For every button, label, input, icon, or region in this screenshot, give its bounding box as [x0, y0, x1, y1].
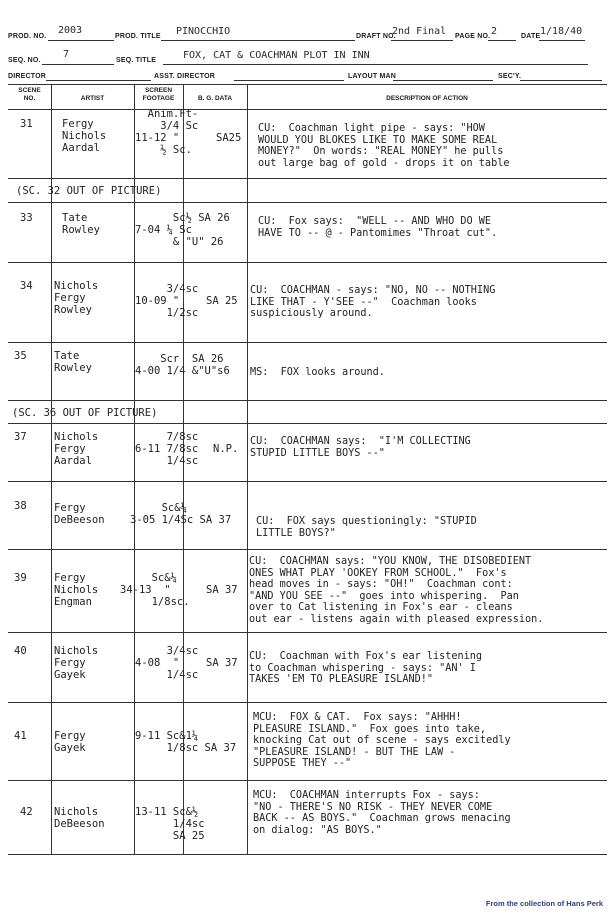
- artist-names: Tate Rowley: [62, 212, 100, 236]
- action-description: CU: COACHMAN says: "I'M COLLECTING STUPID LITTLE BOYS --": [250, 436, 471, 459]
- bg-data: SA25: [216, 132, 242, 144]
- col-scene-header: SCENE NO.: [18, 87, 41, 102]
- scene-number: 33: [20, 212, 33, 224]
- scene-number: 39: [14, 572, 27, 584]
- artist-names: Fergy Nichols Aardal: [62, 118, 107, 154]
- col-footage-header: SCREEN FOOTAGE: [142, 87, 175, 102]
- header-row-1: [8, 25, 607, 42]
- artist-names: Fergy DeBeeson: [54, 502, 105, 526]
- col-description-header: DESCRIPTION OF ACTION: [386, 95, 468, 102]
- action-description: CU: Coachman light pipe - says: "HOW WOULD YOU BLOKES LIKE TO MAKE SOME REAL MONEY?" On words: "REAL MONEY" he pulls out large bag of gold - drops it on table: [258, 123, 510, 169]
- artist-names: Nichols Fergy Aardal: [54, 431, 99, 467]
- screen-footage: 13-11 Sc&½ 1/4sc SA 25: [135, 806, 205, 842]
- layout-man-label: LAYOUT MAN: [348, 73, 397, 80]
- scene-number: 42: [20, 806, 33, 818]
- director-label: DIRECTOR: [8, 73, 47, 80]
- action-description: CU: Fox says: "WELL -- AND WHO DO WE HAVE TO -- @ - Pantomimes "Throat cut".: [258, 216, 498, 239]
- artist-names: Nichols Fergy Gayek: [54, 645, 99, 681]
- prod-title-label: PROD. TITLE: [115, 33, 161, 40]
- scene-number: 34: [20, 280, 33, 292]
- action-description: MCU: FOX & CAT. Fox says: "AHHH! PLEASURE ISLAND." Fox goes into take, knocking Cat out of scene - says excitedly "PLEASURE ISLAND! - BUT THE LAW - SUPPOSE THEY --": [253, 712, 511, 769]
- artist-names: Tate Rowley: [54, 350, 92, 374]
- header-row-3: [8, 71, 607, 83]
- scene-number: 37: [14, 431, 27, 443]
- page-no-label: PAGE NO.: [455, 33, 491, 40]
- scene-number: 35: [14, 350, 27, 362]
- artist-names: Nichols DeBeeson: [54, 806, 105, 830]
- bg-data: SA 25: [206, 295, 238, 307]
- artist-names: Fergy Gayek: [54, 730, 86, 754]
- action-description: CU: COACHMAN - says: "NO, NO -- NOTHING LIKE THAT - Y'SEE --" Coachman looks suspiciously around.: [250, 285, 496, 319]
- action-description: MCU: COACHMAN interrupts Fox - says: "NO - THERE'S NO RISK - THEY NEVER COME BACK -- AS BOYS." Coachman grows menacing on dialog: "AS BOYS.": [253, 790, 511, 836]
- seq-no-value: 7: [63, 49, 70, 60]
- action-description: CU: COACHMAN says: "YOU KNOW, THE DISOBEDIENT ONES WHAT PLAY 'OOKEY FROM SCHOOL." Fox's head moves in - says: "OH!" Coachman cont: "AND YOU SEE --" goes into whispering. Pan over to Cat listening in Fox's ear - cleans out ear - listens again with pleased expression.: [249, 556, 544, 625]
- prod-title-value: PINOCCHIO: [176, 26, 231, 37]
- secy-label: SEC'Y.: [498, 73, 522, 80]
- prod-no-label: PROD. NO.: [8, 33, 47, 40]
- screen-footage: Sc½ SA 26 7-04 ¼ Sc & "U" 26: [135, 212, 230, 248]
- draft-no-label: DRAFT NO.: [356, 33, 396, 40]
- draft-no-value: 2nd Final: [392, 26, 447, 37]
- scene-number: 40: [14, 645, 27, 657]
- screen-footage: Sc&¼ 34-13 " 1/8sc.: [120, 572, 190, 608]
- screen-footage: 3/4sc 4-08 " 1/4sc: [135, 645, 199, 681]
- artist-names: Nichols Fergy Rowley: [54, 280, 99, 316]
- scene-number: 38: [14, 500, 27, 512]
- action-description: CU: Coachman with Fox's ear listening to Coachman whispering - says: "AN' I TAKES 'EM TO PLEASURE ISLAND!": [249, 651, 483, 685]
- out-of-picture-note: (SC. 36 OUT OF PICTURE): [12, 407, 158, 419]
- scene-number: 41: [14, 730, 27, 742]
- screen-footage: 7/8sc 6-11 7/8sc 1/4sc: [135, 431, 199, 467]
- col-bg-header: B. G. DATA: [197, 95, 233, 102]
- artist-names: Fergy Nichols Engman: [54, 572, 99, 608]
- out-of-picture-note: (SC. 32 OUT OF PICTURE): [16, 185, 162, 197]
- seq-no-label: SEQ. NO.: [8, 57, 41, 64]
- bg-data: SA 37: [206, 657, 238, 669]
- bg-data: N.P.: [213, 443, 239, 455]
- col-artist-header: ARTIST: [80, 95, 105, 102]
- date-label: DATE: [521, 33, 541, 40]
- prod-no-value: 2003: [58, 25, 83, 36]
- screen-footage: 3/4sc 10-09 " 1/2sc: [135, 283, 199, 319]
- action-description: CU: FOX says questioningly: "STUPID LITTLE BOYS?": [256, 516, 477, 539]
- screen-footage: Sc&¼ 3-05 1/4Sc SA 37: [130, 502, 232, 526]
- screen-footage: 9-11 Sc&1¼ 1/8sc SA 37: [135, 730, 237, 754]
- seq-title-value: FOX, CAT & COACHMAN PLOT IN INN: [183, 50, 370, 61]
- seq-title-label: SEQ. TITLE: [116, 57, 157, 64]
- scene-number: 31: [20, 118, 33, 130]
- action-description: MS: FOX looks around.: [250, 367, 385, 378]
- date-value: 1/18/40: [540, 26, 583, 37]
- header-row-2: [8, 49, 607, 66]
- screen-footage: Scr SA 26 4-00 1/4 &"U"s6: [135, 353, 230, 377]
- bg-data: SA 37: [206, 584, 238, 596]
- page-no-value: 2: [491, 26, 498, 37]
- asst-director-label: ASST. DIRECTOR: [154, 73, 216, 80]
- collection-credit: From the collection of Hans Perk: [485, 899, 603, 908]
- screen-footage: Anim.Ft- 3/4 Sc 11-12 " ½ Sc.: [135, 108, 199, 156]
